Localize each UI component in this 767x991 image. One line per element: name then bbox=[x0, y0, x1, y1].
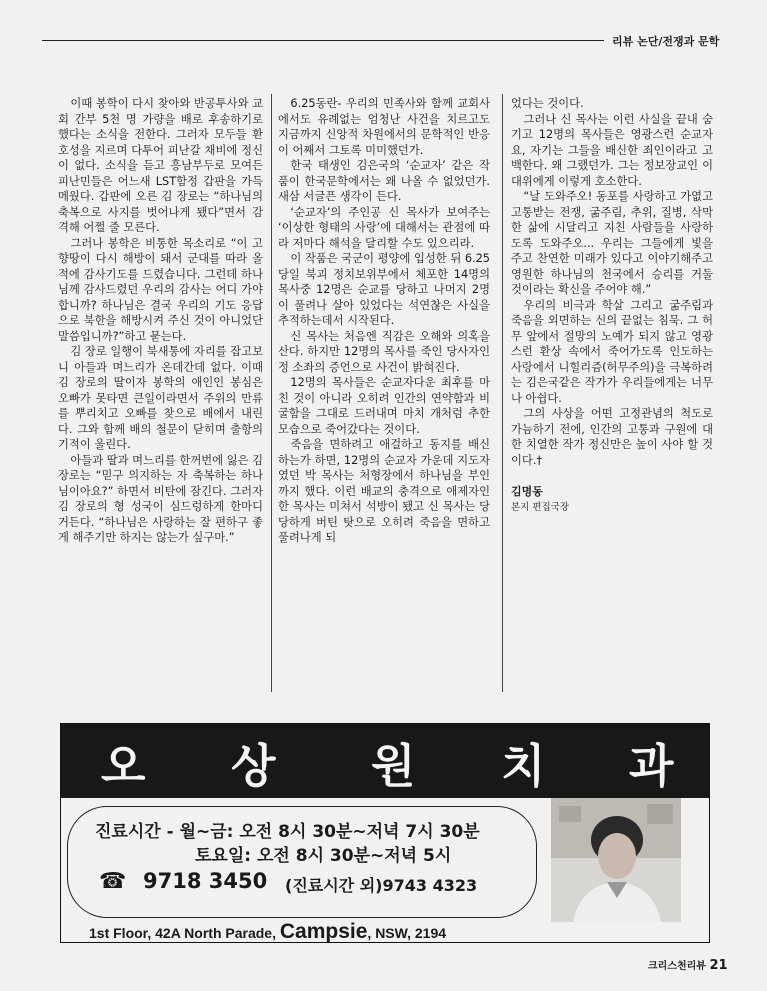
paragraph: 이 작품은 국군이 평양에 입성한 뒤 6.25당일 북괴 정치보위부에서 체포한 14명의 목사중 12명은 순교를 당하고 나머지 2명이 풀려나 살아 있었다는 석연찮은 사실을 추적하는데서 시작된다. bbox=[278, 252, 490, 327]
paragraph: 김 장로 일행이 북새통에 자리를 잡고보니 아들과 며느리가 온데간데 없다. 이때 김 장로의 딸이자 봉학의 애인인 봉심은 오빠가 못타면 큰일이라면서 주위의 만류를 뿌리치고 오빠를 찾으로 배에서 내린다. 그와 함께 배의 철문이 닫히며 출항의 기적이 울린다. bbox=[58, 345, 263, 451]
article-column-3 bbox=[511, 96, 713, 515]
column-divider bbox=[271, 94, 272, 692]
dentist-portrait-image bbox=[551, 798, 681, 922]
ad-title-char: 원 bbox=[371, 739, 416, 793]
magazine-name: 크리스천리뷰 bbox=[648, 961, 706, 972]
paragraph: 신 목사는 처음엔 직감은 오해와 의혹을 산다. 하지만 12명의 목사를 죽인 당사자인 정 소좌의 증언으로 사건이 밝혀진다. bbox=[278, 329, 490, 374]
author-name: 김명동 bbox=[511, 485, 543, 498]
article-column-1 bbox=[58, 96, 263, 546]
after-hours-phone: (진료시간 외)9743 4323 bbox=[285, 876, 478, 895]
page-number: 21 bbox=[709, 958, 728, 973]
paragraph: 었다는 것이다. bbox=[511, 97, 584, 110]
paragraph: 12명의 목사들은 순교자다운 최후를 마친 것이 아니라 오히려 인간의 연약함과 비굴함을 그대로 드러내며 마치 개처럼 추한 모습으로 죽어갔다는 것이다. bbox=[278, 376, 490, 436]
paragraph: 그러나 신 목사는 이런 사실을 끝내 숨기고 12명의 목사들은 영광스런 순교자요, 자기는 그들을 배신한 죄인이라고 고백한다. 왜 그랬던가. 그는 정보장교인 이 대위에게 이렇게 호소한다. bbox=[511, 112, 713, 188]
ad-title-char: 오 bbox=[101, 739, 146, 793]
paragraph: 그의 사상을 어떤 고정관념의 척도로 가늠하기 전에, 인간의 고통과 구원에 대한 치열한 작가 정신만은 높이 사야 할 것이다.† bbox=[511, 407, 713, 467]
ad-title-band bbox=[61, 724, 709, 798]
paragraph: 그러나 봉학은 비통한 목소리로 “이 고향땅이 다시 해방이 돼서 군대를 따라 올적에 감사기도를 드렸습니다. 그런데 하나님께 감사드렸던 우리의 감사는 어디 가야합니까? 하나님은 결국 우리의 기도 응답으로 북한을 해방시켜 주신 것이 아니었단 말씀입니까?”하고 묻는다. bbox=[58, 236, 263, 343]
paragraph: 죽음을 면하려고 애걸하고 동지를 배신하는가 하면, 12명의 순교자 가운데 지도자였던 박 목사는 처형장에서 하나님을 부인까지 했다. 이런 배교의 충격으로 애제자인 한 목사는 미쳐서 석방이 됐고 신 목사는 당당하게 버틴 탓으로 오히려 죽음을 면하고 풀려나게 되 bbox=[278, 438, 490, 544]
ad-title-char: 상 bbox=[231, 739, 276, 793]
address-city: Campsie bbox=[279, 920, 368, 943]
dental-clinic-ad bbox=[60, 723, 710, 943]
weekday-hours: 진료시간 - 월~금: 오전 8시 30분~저녁 7시 30분 bbox=[95, 822, 480, 842]
saturday-hours: 토요일: 오전 8시 30분~저녁 5시 bbox=[195, 846, 452, 866]
author-role: 본지 편집국장 bbox=[511, 501, 570, 513]
ad-title-char: 과 bbox=[629, 739, 674, 793]
paragraph: 우리의 비극과 학살 그리고 굶주림과 죽음을 외면하는 신의 끝없는 침묵. 그 허무 앞에서 절망의 노예가 되지 않고 영광스런 환상 속에서 죽어가도록 인도하는 사랑에서 니힐리즘(허무주의)을 극복하려는 김은국같은 작가가 우리들에게는 너무나 아쉽다. bbox=[511, 298, 713, 405]
paragraph: 한국 태생인 김은국의 ‘순교자’ 같은 작품이 한국문학에서는 왜 나올 수 없었던가. 새삼 서글픈 생각이 든다. bbox=[278, 159, 490, 203]
address-state: , NSW, 2194 bbox=[367, 925, 447, 941]
page-footer bbox=[648, 957, 728, 973]
dentist-photo bbox=[551, 798, 681, 922]
section-title: 리뷰 논단/전쟁과 문학 bbox=[612, 35, 720, 48]
phone-number: 9718 3450 bbox=[143, 869, 268, 893]
address-street: 1st Floor, 42A North Parade, bbox=[89, 925, 280, 941]
column-divider bbox=[502, 94, 503, 692]
header-rule bbox=[42, 40, 604, 41]
article-column-2 bbox=[278, 96, 490, 546]
paragraph: 6.25동란- 우리의 민족사와 함께 교회사에서도 유례없는 엄청난 사건을 치르고도 지금까지 신앙적 차원에서의 문학적인 반응이 어째서 그토록 미미했던가. bbox=[278, 97, 490, 157]
paragraph: “날 도와주오! 동포를 사랑하고 가엾고 고통받는 전쟁, 굶주림, 추위, 질병, 삭막한 삶에 시달리고 지친 사람들을 사랑하도록 도와주오... 우리는 그들에게 빛을 주고 찬연한 미래가 있다고 이야기해주고 영원한 하나님의 천국에서 승리를 거둘 것이라는 확신을 주어야 해.” bbox=[511, 190, 713, 296]
clinic-address bbox=[89, 920, 446, 944]
paragraph: 이때 봉학이 다시 찾아와 반공투사와 교회 간부 5천 명 가량을 배로 후송하기로 했다는 소식을 전한다. 그러자 모두들 환호성을 지르며 다투어 피난갈 채비에 정신이 없다. 소식을 듣고 흥남부두로 모여든 피난민들은 어느새 LST함정 갑판을 가득 메웠다. 갑판에 오른 김 장로는 “하나님의 축복으로 사지를 벗어나게 됐다”면서 감격해 어쩔 줄 모른다. bbox=[58, 97, 263, 234]
ad-title-char: 치 bbox=[501, 739, 546, 793]
phone-icon: ☎ bbox=[99, 869, 127, 894]
paragraph: ‘순교자’의 주인공 신 목사가 보여주는 ‘이상한 형태의 사랑’에 대해서는 관점에 따라 저마다 해석을 달리할 수도 있으리라. bbox=[278, 205, 490, 250]
paragraph: 아들과 딸과 며느리를 한꺼번에 잃은 김 장로는 “믿구 의지하는 자 축복하는 하나님이아요?” 하면서 비탄에 잠긴다. 그러자 김 장로의 형 성국이 심드렁하게 한마디 거든다. “하나님은 사랑하는 잘 편하구 좋게 해주기만 하지는 않는가 싶구마.” bbox=[58, 453, 263, 544]
